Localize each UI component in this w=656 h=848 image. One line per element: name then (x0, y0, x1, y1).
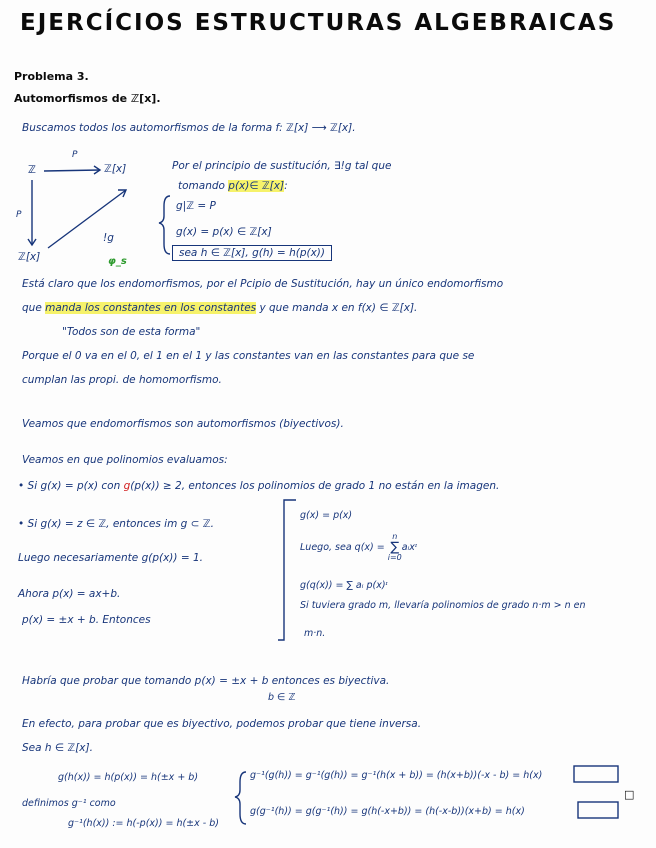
diagram-top-left: ℤ (28, 164, 36, 176)
case2-line2: Luego necesariamente g(p(x)) = 1. (18, 552, 203, 564)
diagram-diag-sub: φ_s (108, 256, 127, 267)
result-box-2 (578, 802, 618, 818)
conditions-brace (159, 196, 170, 254)
efecto-g-def: g(h(x)) = h(p(x)) = h(±x + b) (58, 772, 199, 783)
case2-line4: p(x) = ±x + b. Entonces (22, 614, 151, 626)
intro-text: Buscamos todos los automorfismos de la forma f: ℤ[x] ⟶ ℤ[x]. (22, 122, 356, 134)
para1-line2: que manda los constantes en los constantes y que manda x en f(x) ∈ ℤ[x]. (22, 302, 418, 314)
para2-line2: cumplan las propi. de homomorfismo. (22, 374, 222, 386)
side-line4: Si tuviera grado m, llevaría polinomios de grado n·m > n en (300, 600, 586, 611)
efecto-inverse-def: g⁻¹(h(x)) := h(-p(x)) = h(±x - b) (68, 818, 219, 829)
para1-quote: "Todos son de esta forma" (62, 326, 201, 338)
diagram-arrow-top (44, 170, 100, 171)
side-line3: g(q(x)) = ∑ aᵢ p(x)ᶦ (300, 580, 389, 591)
efecto-line1: En efecto, para probar que es biyectivo, podemos probar que tiene inversa. (22, 718, 422, 730)
efecto-composition-2: g(g⁻¹(h)) = g(g⁻¹(h)) = g(h(-x+b)) = (h(-x-b))(x+b) = h(x) (250, 806, 525, 817)
efecto-line2: Sea h ∈ ℤ[x]. (22, 742, 93, 754)
para1-line1: Está claro que los endomorfismos, por el Pcipio de Sustitución, hay un único endomorfismo (22, 278, 504, 290)
probar-sub: b ∈ ℤ (268, 692, 296, 703)
result-box-1 (574, 766, 618, 782)
case1-text: • Si g(x) = p(x) con g(p(x)) ≥ 2, entonces los polinomios de grado 1 no están en la imagen. (18, 480, 500, 492)
para2-line1: Porque el 0 va en el 0, el 1 en el 1 y las constantes van en las constantes para que se (22, 350, 475, 362)
principle-cond1: g|ℤ = P (176, 200, 216, 212)
diagram-top-right: ℤ[x] (104, 163, 127, 175)
page-title: EJERCÍCIOS ESTRUCTURAS ALGEBRAICAS (20, 10, 617, 36)
veamos-automorfismos: Veamos que endomorfismos son automorfismos (biyectivos). (22, 418, 344, 430)
diagram-arrow-diagonal (48, 190, 126, 248)
principle-boxed-definition: sea h ∈ ℤ[x], g(h) = h(p(x)) (172, 245, 332, 261)
principle-line2: tomando p(x)∈ ℤ[x]: (178, 180, 288, 192)
side-line2: Luego, sea q(x) = n ∑ i=0aᵢxᶦ (300, 532, 418, 562)
diagram-bottom-left: ℤ[x] (18, 251, 41, 263)
side-bracket (278, 500, 296, 640)
diagram-diag-label: !g (103, 232, 114, 244)
probar-line1: Habría que probar que tomando p(x) = ±x + b entonces es biyectiva. (22, 675, 390, 687)
qed-mark: □ (624, 788, 635, 801)
diagram-top-arrow-label: P (72, 150, 78, 160)
case2-line1: • Si g(x) = z ∈ ℤ, entonces im g ⊂ ℤ. (18, 518, 214, 530)
efecto-composition-1: g⁻¹(g(h)) = g⁻¹(g(h)) = g⁻¹(h(x + b)) = (h(x+b))(-x - b) = h(x) (250, 770, 543, 781)
side-line1: g(x) = p(x) (300, 510, 353, 521)
side-line5: m·n. (304, 628, 326, 639)
problem-subtitle: Automorfismos de ℤ[x]. (14, 92, 161, 105)
identities-brace (235, 772, 246, 824)
efecto-define-inverse: definimos g⁻¹ como (22, 798, 116, 809)
case2-line3: Ahora p(x) = ax+b. (18, 588, 121, 600)
problem-label: Problema 3. (14, 70, 89, 83)
diagram-left-arrow-label: P (16, 210, 22, 220)
principle-line1: Por el principio de sustitución, ∃!g tal que (172, 160, 392, 172)
principle-cond2: g(x) = p(x) ∈ ℤ[x] (176, 226, 272, 238)
veamos-polinomios: Veamos en que polinomios evaluamos: (22, 454, 228, 466)
